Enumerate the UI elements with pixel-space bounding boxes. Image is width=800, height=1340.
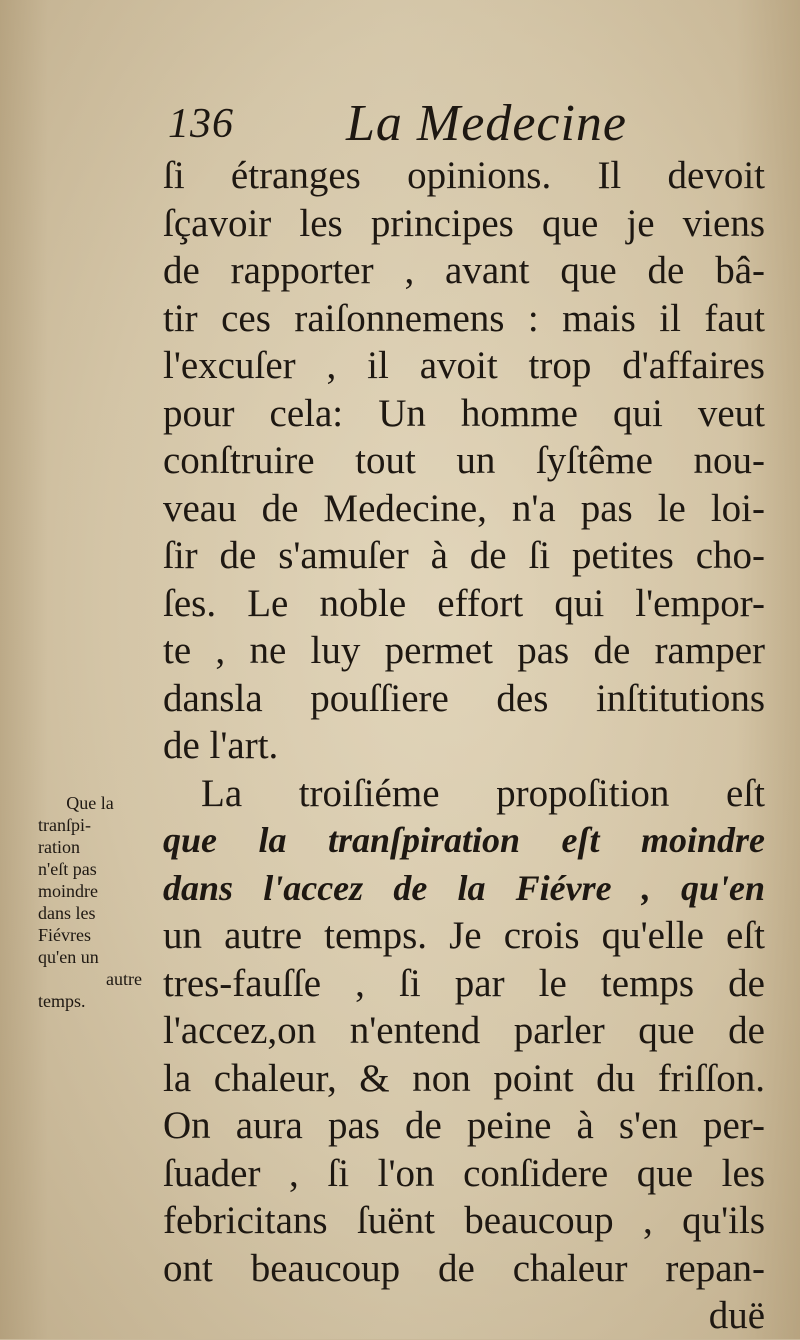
running-head bbox=[168, 95, 728, 152]
text-line: un autre temps. Je crois qu'elle eſt bbox=[163, 914, 765, 957]
text-line: ſi étranges opinions. Il devoit bbox=[163, 154, 765, 197]
margin-note-line: tranſpi- bbox=[38, 815, 91, 835]
text-line: la chaleur, & non point du friſſon. bbox=[163, 1056, 765, 1100]
text-line: conſtruire tout un ſyſtême nou- bbox=[163, 439, 765, 482]
text-line: te , ne luy permet pas de ramper bbox=[163, 629, 765, 672]
margin-note-line: n'eſt pas bbox=[38, 859, 97, 879]
text-line-italic: dans l'accez de la Fiévre , qu'en bbox=[163, 867, 765, 908]
margin-note bbox=[38, 792, 142, 1012]
text-line: pour cela: Un homme qui veut bbox=[163, 391, 765, 435]
text-line-italic: que la tranſpiration eſt moindre bbox=[163, 820, 765, 860]
margin-note-line: temps. bbox=[38, 991, 86, 1011]
text-line: febricitans ſuënt beaucoup , qu'ils bbox=[163, 1199, 765, 1242]
text-line: l'accez,on n'entend parler que de bbox=[163, 1009, 765, 1052]
margin-note-line: moindre bbox=[38, 881, 98, 901]
text-line: ſir de s'amuſer à de ſi petites cho- bbox=[163, 534, 765, 577]
catchword: duë bbox=[708, 1294, 765, 1337]
text-line: dansla pouſſiere des inſtitutions bbox=[163, 676, 765, 720]
text-line: tres-fauſſe , ſi par le temps de bbox=[163, 961, 765, 1005]
text-line: ſçavoir les principes que je viens bbox=[163, 201, 765, 245]
margin-note-line: ration bbox=[38, 837, 80, 857]
margin-note-line: Fiévres bbox=[38, 925, 91, 945]
running-title: La Medecine bbox=[346, 95, 628, 152]
text-line: ſes. Le noble effort qui l'empor- bbox=[163, 581, 765, 625]
margin-note-line: autre bbox=[106, 969, 142, 989]
text-line: ſuader , ſi l'on conſidere que les bbox=[163, 1151, 765, 1195]
text-line: La troiſiéme propoſition eſt bbox=[201, 771, 765, 815]
text-line: de rapporter , avant que de bâ- bbox=[163, 249, 765, 292]
text-line: de l'art. bbox=[163, 724, 279, 767]
margin-note-line: dans les bbox=[38, 903, 96, 923]
margin-note-line: Que la bbox=[66, 793, 114, 813]
margin-note-line: qu'en un bbox=[38, 947, 99, 967]
text-line: veau de Medecine, n'a pas le loi- bbox=[163, 486, 765, 530]
text-line: l'excuſer , il avoit trop d'affaires bbox=[163, 344, 765, 387]
text-line: tir ces raiſonnemens : mais il faut bbox=[163, 296, 765, 340]
text-line: ont beaucoup de chaleur repan- bbox=[163, 1246, 765, 1290]
text-line: On aura pas de peine à s'en per- bbox=[163, 1104, 765, 1147]
body-text bbox=[163, 152, 765, 1340]
page-number: 136 bbox=[168, 101, 234, 147]
